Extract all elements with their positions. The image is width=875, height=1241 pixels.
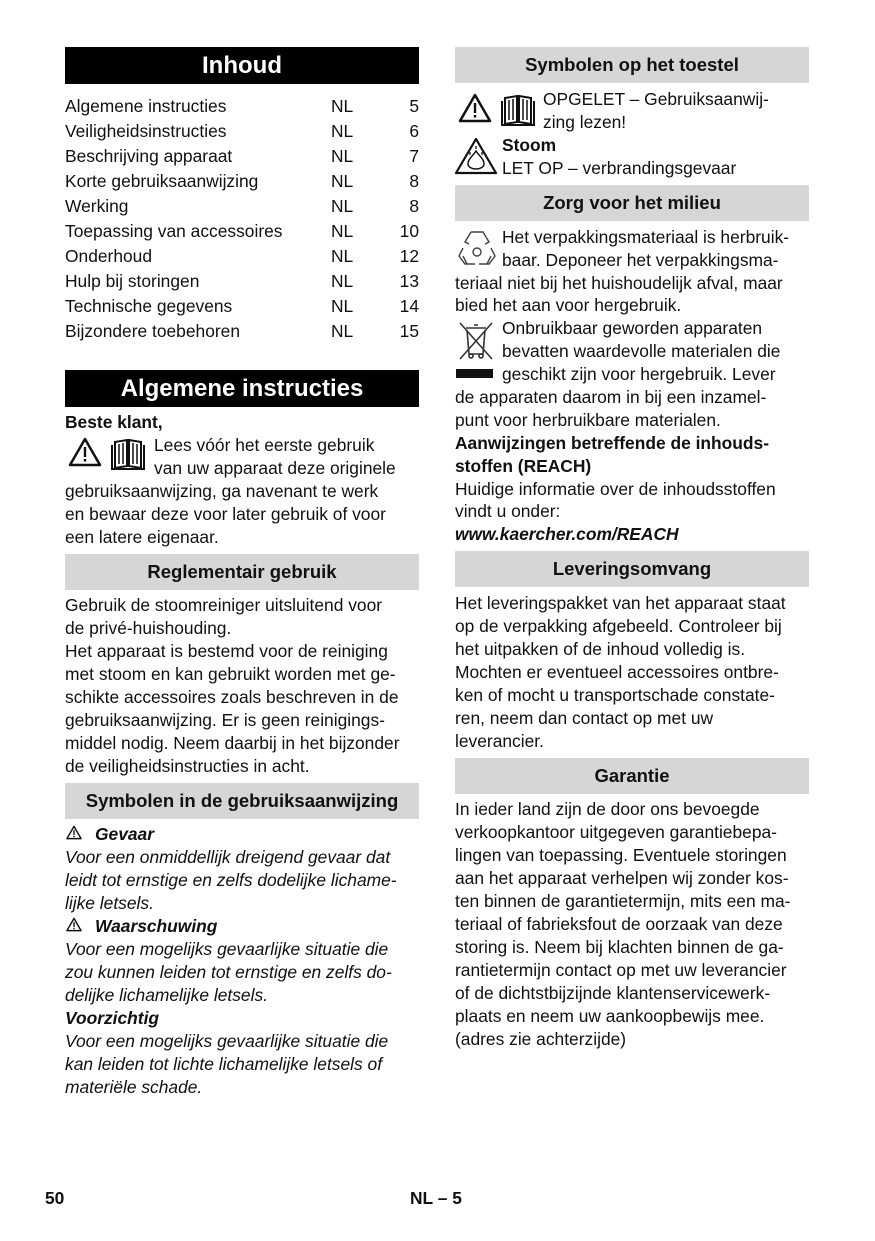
text-line: lingen van toepassing. Eventuele storingen [455, 844, 787, 865]
toc-item-page: 12 [399, 245, 419, 266]
signal-word-waarschuwing: Waarschuwing [95, 915, 218, 936]
toc-item-label: Veiligheidsinstructies [65, 120, 227, 141]
toc-item-page: 5 [409, 95, 419, 116]
text-line: Voor een mogelijks gevaarlijke situatie die [65, 1030, 389, 1051]
manual-book-icon [111, 436, 145, 475]
text-line: Onbruikbaar geworden apparaten [502, 317, 763, 338]
text-line: storing is. Neem bij klachten binnen de ga- [455, 936, 784, 957]
text-line: en bewaar deze voor later gebruik of voor [65, 503, 386, 524]
toc-item-page: 8 [409, 170, 419, 191]
text-line: Voor een mogelijks gevaarlijke situatie die [65, 938, 389, 959]
text-line: In ieder land zijn de door ons bevoegde [455, 798, 760, 819]
toc-item-lang: NL [331, 220, 354, 241]
text-line: Voor een onmiddellijk dreigend gevaar dat [65, 846, 391, 867]
toc-item-label: Toepassing van accessoires [65, 220, 283, 241]
section-heading-symbolen-toestel: Symbolen op het toestel [455, 47, 809, 83]
warning-icon [458, 93, 492, 128]
text-line: stoffen (REACH) [455, 455, 592, 476]
manual-book-icon [501, 92, 535, 131]
page-number: 50 [45, 1188, 65, 1208]
text-line: rantietermijn contact op met uw leverancier [455, 959, 787, 980]
text-line: aan het apparaat verhelpen wij zonder kos- [455, 867, 789, 888]
text-line: bied het aan voor hergebruik. [455, 294, 682, 315]
toc-item-lang: NL [331, 270, 354, 291]
toc-item-page: 8 [409, 195, 419, 216]
text-line: van uw apparaat deze originele [154, 457, 396, 478]
section-heading-garantie: Garantie [455, 758, 809, 794]
toc-item-page: 10 [399, 220, 419, 241]
section-heading-leveringsomvang: Leveringsomvang [455, 551, 809, 587]
toc-item-label: Algemene instructies [65, 95, 227, 116]
toc-item-lang: NL [331, 145, 354, 166]
toc-item-page: 6 [409, 120, 419, 141]
hot-steam-warning-icon [454, 137, 498, 180]
section-heading-reglementair-gebruik: Reglementair gebruik [65, 554, 419, 590]
text-line: ten binnen de garantietermijn, mits een ma- [455, 890, 791, 911]
section-heading-algemene-instructies: Algemene instructies [65, 370, 419, 407]
text-line: Het verpakkingsmateriaal is herbruik- [502, 226, 790, 247]
text-line: delijke lichamelijke letsels. [65, 984, 268, 1005]
text-line: gebruiksaanwijzing. Er is geen reinigings- [65, 709, 385, 730]
text-line: ren, neem dan contact op met uw [455, 707, 714, 728]
text-line: Lees vóór het eerste gebruik [154, 434, 375, 455]
toc-item-lang: NL [331, 295, 354, 316]
toc-item-label: Onderhoud [65, 245, 153, 266]
text-line: zou kunnen leiden tot ernstige en zelfs do- [65, 961, 392, 982]
toc-item-label: Hulp bij storingen [65, 270, 200, 291]
text-line: materiële schade. [65, 1076, 203, 1097]
text-line: het uitpakken of de inhoud volledig is. [455, 638, 746, 659]
toc-item-label: Korte gebruiksaanwijzing [65, 170, 259, 191]
crossed-out-bin-icon [457, 320, 495, 365]
text-line: Aanwijzingen betreffende de inhouds- [455, 432, 770, 453]
toc-item-label: Beschrijving apparaat [65, 145, 233, 166]
text-line: vindt u onder: [455, 500, 561, 521]
text-line: ken of mocht u transportschade constate- [455, 684, 775, 705]
text-line: Gebruik de stoomreiniger uitsluitend voor [65, 594, 383, 615]
text-line: punt voor herbruikbare materialen. [455, 409, 721, 430]
recycle-icon [457, 228, 497, 273]
toc-item-lang: NL [331, 320, 354, 341]
text-line: middel nodig. Neem daarbij in het bijzonder [65, 732, 400, 753]
text-line: lijke letsels. [65, 892, 154, 913]
text-line: of de dichtstbijzijnde klantenservicewerk- [455, 982, 771, 1003]
text-line: verkoopkantoor uitgegeven garantiebepa- [455, 821, 777, 842]
text-line: (adres zie achterzijde) [455, 1028, 627, 1049]
signal-word-voorzichtig: Voorzichtig [65, 1007, 160, 1028]
toc-item-label: Technische gegevens [65, 295, 233, 316]
text-line: OPGELET – Gebruiksaanwij- [543, 88, 769, 109]
text-line: leverancier. [455, 730, 544, 751]
toc-item-page: 7 [409, 145, 419, 166]
warning-icon [66, 917, 82, 937]
toc-heading: Inhoud [65, 47, 419, 84]
text-line: de privé-huishouding. [65, 617, 232, 638]
toc-item-label: Bijzondere toebehoren [65, 320, 241, 341]
toc-item-label: Werking [65, 195, 129, 216]
text-line: gebruiksaanwijzing, ga navenant te werk [65, 480, 379, 501]
toc-item-page: 15 [399, 320, 419, 341]
toc-item-lang: NL [331, 120, 354, 141]
text-line: met stoom en kan gebruikt worden met ge- [65, 663, 396, 684]
text-line: teriaal of fabrieksfout de oorzaak van deze [455, 913, 783, 934]
text-line: de apparaten daarom in bij een inzamel- [455, 386, 767, 407]
stoom-text: LET OP – verbrandingsgevaar [502, 157, 737, 178]
text-line: een latere eigenaar. [65, 526, 219, 547]
greeting: Beste klant, [65, 411, 163, 432]
stoom-label: Stoom [502, 134, 557, 155]
toc-item-lang: NL [331, 245, 354, 266]
text-line: Het leveringspakket van het apparaat staat [455, 592, 786, 613]
reach-link[interactable]: www.kaercher.com/REACH [455, 523, 679, 544]
text-line: baar. Deponeer het verpakkingsma- [502, 249, 779, 270]
text-line: teriaal niet bij het huishoudelijk afval, maar [455, 272, 783, 293]
text-line: leidt tot ernstige en zelfs dodelijke lichame- [65, 869, 397, 890]
text-line: bevatten waardevolle materialen die [502, 340, 781, 361]
text-line: op de verpakking afgebeeld. Controleer bij [455, 615, 782, 636]
text-line: Huidige informatie over de inhoudsstoffen [455, 478, 776, 499]
section-heading-milieu: Zorg voor het milieu [455, 185, 809, 221]
text-line: Het apparaat is bestemd voor de reiniging [65, 640, 388, 661]
warning-icon [66, 825, 82, 845]
toc-item-lang: NL [331, 95, 354, 116]
text-line: geschikt zijn voor hergebruik. Lever [502, 363, 776, 384]
toc-item-page: 13 [399, 270, 419, 291]
section-heading-symbolen-gebruiksaanwijzing: Symbolen in de gebruiksaanwijzing [65, 783, 419, 819]
warning-icon [68, 437, 102, 472]
text-line: zing lezen! [543, 111, 627, 132]
toc-item-lang: NL [331, 170, 354, 191]
toc-item-lang: NL [331, 195, 354, 216]
footer-section-page: NL – 5 [410, 1188, 462, 1208]
toc-item-page: 14 [399, 295, 419, 316]
text-line: de veiligheidsinstructies in acht. [65, 755, 310, 776]
bin-underline-bar [456, 369, 493, 378]
signal-word-gevaar: Gevaar [95, 823, 154, 844]
text-line: schikte accessoires zoals beschreven in de [65, 686, 399, 707]
text-line: plaats en neem uw aankoopbewijs mee. [455, 1005, 765, 1026]
text-line: Mochten er eventueel accessoires ontbre- [455, 661, 779, 682]
text-line: kan leiden tot lichte lichamelijke letsels of [65, 1053, 383, 1074]
